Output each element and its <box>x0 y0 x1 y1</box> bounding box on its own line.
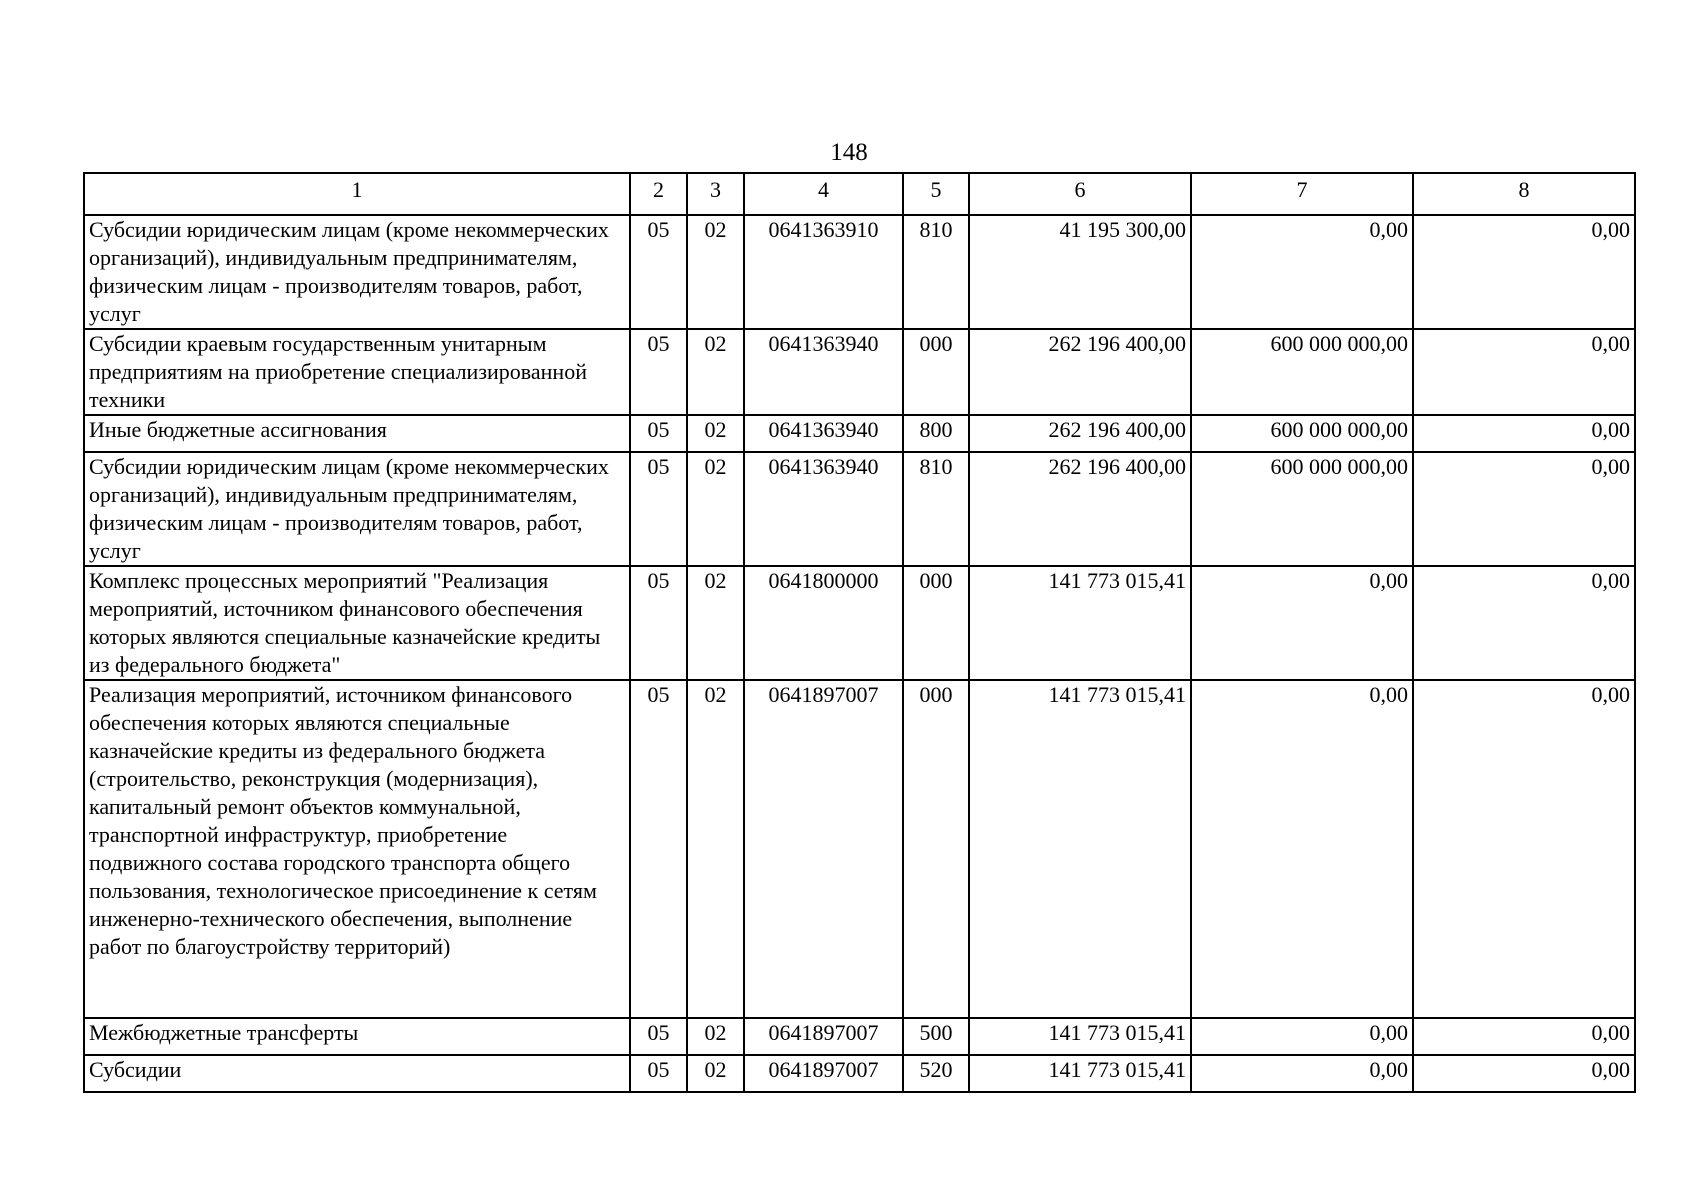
amount-col6: 141 773 015,41 <box>969 1055 1191 1092</box>
table-row <box>84 329 1635 415</box>
subsection-code: 02 <box>687 1018 744 1055</box>
section-code: 05 <box>630 1055 687 1092</box>
amount-col8: 0,00 <box>1413 452 1635 566</box>
table-row <box>84 452 1635 566</box>
subsection-code: 02 <box>687 452 744 566</box>
column-header-3: 3 <box>687 173 744 215</box>
expense-type-code: 500 <box>903 1018 969 1055</box>
expense-name: Иные бюджетные ассигнования <box>84 415 630 452</box>
table-row <box>84 680 1635 1018</box>
amount-col6: 141 773 015,41 <box>969 566 1191 680</box>
amount-col7: 600 000 000,00 <box>1191 452 1413 566</box>
expense-type-code: 520 <box>903 1055 969 1092</box>
column-header-6: 6 <box>969 173 1191 215</box>
section-code: 05 <box>630 680 687 1018</box>
subsection-code: 02 <box>687 1055 744 1092</box>
target-article-code: 0641897007 <box>744 680 903 1018</box>
target-article-code: 0641897007 <box>744 1018 903 1055</box>
expense-name: Комплекс процессных мероприятий "Реализация мероприятий, источником финансового обеспечения которых являются специальные казначейские кредиты из федерального бюджета" <box>84 566 630 680</box>
expense-name: Субсидии юридическим лицам (кроме некоммерческих организаций), индивидуальным предпринимателям, физическим лицам - производителям товаров, работ, услуг <box>84 452 630 566</box>
table-row <box>84 1018 1635 1055</box>
expense-name: Реализация мероприятий, источником финансового обеспечения которых являются специальные казначейские кредиты из федерального бюджета (строительство, реконструкция (модернизация), капитальный ремонт объектов коммунальной, транспортной инфраструктур, приобретение подвижного состава городского транспорта общего пользования, технологическое присоединение к сетям инженерно-технического обеспечения, выполнение работ по благоустройству территорий) <box>84 680 630 1018</box>
section-code: 05 <box>630 415 687 452</box>
column-header-5: 5 <box>903 173 969 215</box>
amount-col6: 141 773 015,41 <box>969 680 1191 1018</box>
subsection-code: 02 <box>687 215 744 329</box>
target-article-code: 0641897007 <box>744 1055 903 1092</box>
amount-col7: 600 000 000,00 <box>1191 415 1413 452</box>
target-article-code: 0641363940 <box>744 329 903 415</box>
amount-col8: 0,00 <box>1413 680 1635 1018</box>
target-article-code: 0641363940 <box>744 452 903 566</box>
target-article-code: 0641800000 <box>744 566 903 680</box>
column-header-8: 8 <box>1413 173 1635 215</box>
expense-name: Субсидии краевым государственным унитарным предприятиям на приобретение специализированной техники <box>84 329 630 415</box>
expense-name: Субсидии <box>84 1055 630 1092</box>
amount-col7: 0,00 <box>1191 215 1413 329</box>
column-header-1: 1 <box>84 173 630 215</box>
section-code: 05 <box>630 452 687 566</box>
subsection-code: 02 <box>687 415 744 452</box>
amount-col8: 0,00 <box>1413 215 1635 329</box>
target-article-code: 0641363940 <box>744 415 903 452</box>
amount-col6: 262 196 400,00 <box>969 329 1191 415</box>
section-code: 05 <box>630 566 687 680</box>
amount-col7: 0,00 <box>1191 1018 1413 1055</box>
amount-col6: 262 196 400,00 <box>969 452 1191 566</box>
expense-type-code: 810 <box>903 452 969 566</box>
column-header-7: 7 <box>1191 173 1413 215</box>
amount-col8: 0,00 <box>1413 1018 1635 1055</box>
section-code: 05 <box>630 1018 687 1055</box>
column-header-2: 2 <box>630 173 687 215</box>
expense-type-code: 000 <box>903 680 969 1018</box>
budget-table <box>83 172 1636 1093</box>
amount-col8: 0,00 <box>1413 1055 1635 1092</box>
column-number-header-row <box>84 173 1635 215</box>
amount-col8: 0,00 <box>1413 566 1635 680</box>
expense-type-code: 810 <box>903 215 969 329</box>
expense-type-code: 800 <box>903 415 969 452</box>
column-header-4: 4 <box>744 173 903 215</box>
amount-col8: 0,00 <box>1413 329 1635 415</box>
amount-col8: 0,00 <box>1413 415 1635 452</box>
section-code: 05 <box>630 215 687 329</box>
amount-col6: 262 196 400,00 <box>969 415 1191 452</box>
expense-name: Межбюджетные трансферты <box>84 1018 630 1055</box>
amount-col7: 0,00 <box>1191 1055 1413 1092</box>
table-row <box>84 1055 1635 1092</box>
table-row <box>84 215 1635 329</box>
subsection-code: 02 <box>687 680 744 1018</box>
expense-type-code: 000 <box>903 566 969 680</box>
subsection-code: 02 <box>687 566 744 680</box>
amount-col6: 41 195 300,00 <box>969 215 1191 329</box>
amount-col7: 0,00 <box>1191 680 1413 1018</box>
amount-col7: 0,00 <box>1191 566 1413 680</box>
amount-col6: 141 773 015,41 <box>969 1018 1191 1055</box>
table-row <box>84 566 1635 680</box>
expense-type-code: 000 <box>903 329 969 415</box>
target-article-code: 0641363910 <box>744 215 903 329</box>
amount-col7: 600 000 000,00 <box>1191 329 1413 415</box>
page-number: 148 <box>830 139 868 166</box>
expense-name: Субсидии юридическим лицам (кроме некоммерческих организаций), индивидуальным предпринимателям, физическим лицам - производителям товаров, работ, услуг <box>84 215 630 329</box>
subsection-code: 02 <box>687 329 744 415</box>
table-row <box>84 415 1635 452</box>
section-code: 05 <box>630 329 687 415</box>
